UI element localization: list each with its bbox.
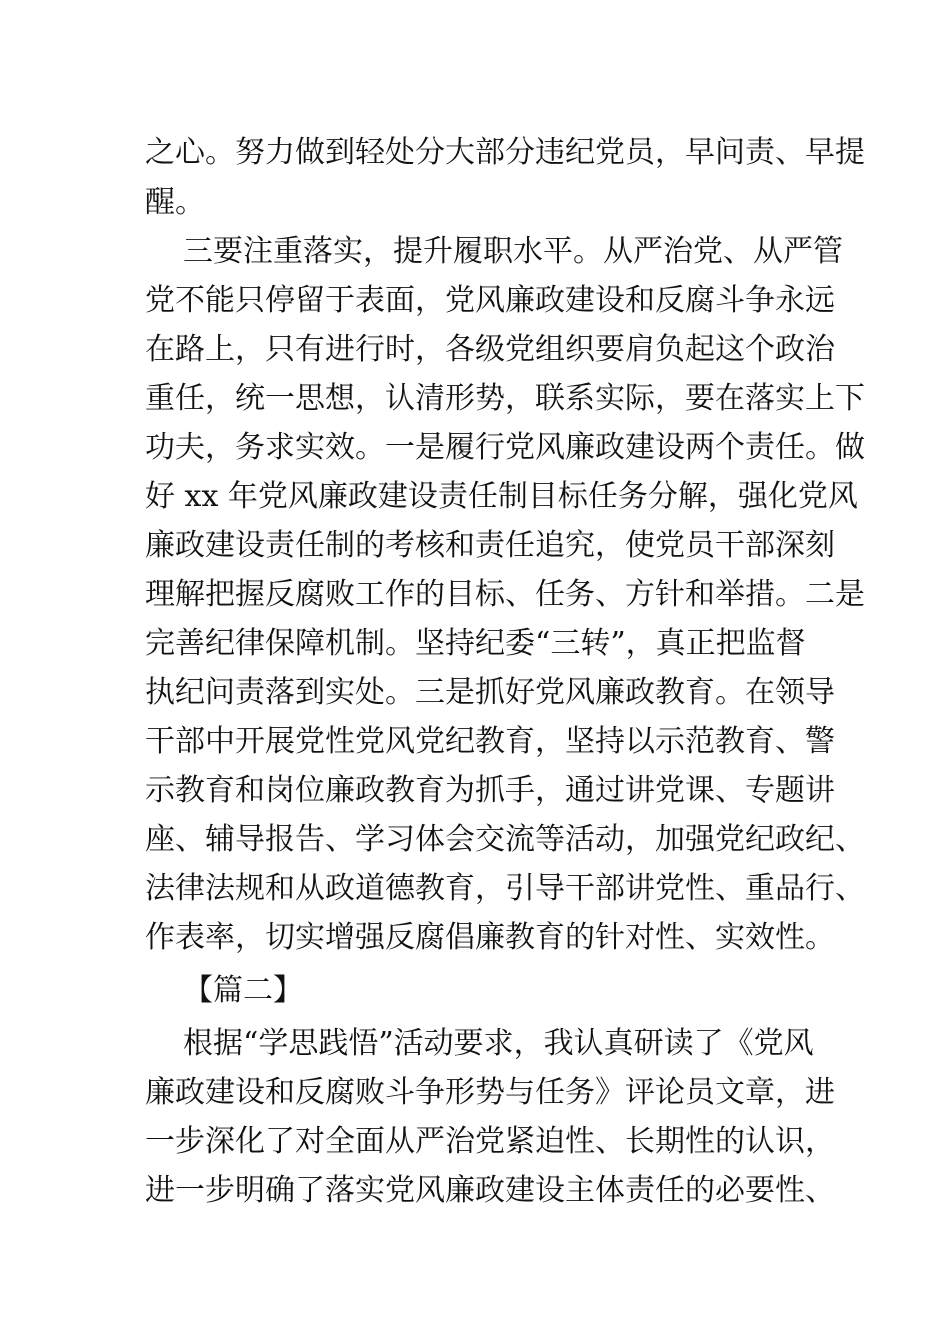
text-line: 座、辅导报告、学习体会交流等活动，加强党纪政纪、 [145, 822, 865, 857]
paragraph-first-line: 根据“学思践悟”活动要求，我认真研读了《党风 [183, 1026, 814, 1061]
section-heading: 【篇二】 [183, 973, 303, 1008]
text-line: 好 xx 年党风廉政建设责任制目标任务分解，强化党风 [145, 479, 858, 514]
text-line: 廉政建设和反腐败斗争形势与任务》评论员文章，进 [145, 1075, 835, 1110]
text-line: 一步深化了对全面从严治党紧迫性、长期性的认识， [145, 1124, 835, 1159]
text-line: 醒。 [145, 185, 205, 220]
text-line: 作表率，切实增强反腐倡廉教育的针对性、实效性。 [145, 920, 835, 955]
text-line: 重任，统一思想，认清形势，联系实际，要在落实上下 [145, 381, 865, 416]
text-line: 进一步明确了落实党风廉政建设主体责任的必要性、 [145, 1173, 835, 1208]
text-line: 之心。努力做到轻处分大部分违纪党员，早问责、早提 [145, 135, 865, 170]
text-line: 示教育和岗位廉政教育为抓手，通过讲党课、专题讲 [145, 773, 835, 808]
text-line: 理解把握反腐败工作的目标、任务、方针和举措。二是 [145, 577, 865, 612]
text-line: 干部中开展党性党风党纪教育，坚持以示范教育、警 [145, 724, 835, 759]
text-line: 廉政建设责任制的考核和责任追究，使党员干部深刻 [145, 528, 835, 563]
text-line: 法律法规和从政道德教育，引导干部讲党性、重品行、 [145, 871, 865, 906]
text-line: 功夫，务求实效。一是履行党风廉政建设两个责任。做 [145, 430, 865, 465]
text-line: 执纪问责落到实处。三是抓好党风廉政教育。在领导 [145, 675, 835, 710]
text-line: 完善纪律保障机制。坚持纪委“三转”，真正把监督 [145, 626, 806, 661]
text-line: 在路上，只有进行时，各级党组织要肩负起这个政治 [145, 332, 835, 367]
paragraph-first-line: 三要注重落实，提升履职水平。从严治党、从严管 [183, 234, 843, 269]
text-line: 党不能只停留于表面，党风廉政建设和反腐斗争永远 [145, 283, 835, 318]
